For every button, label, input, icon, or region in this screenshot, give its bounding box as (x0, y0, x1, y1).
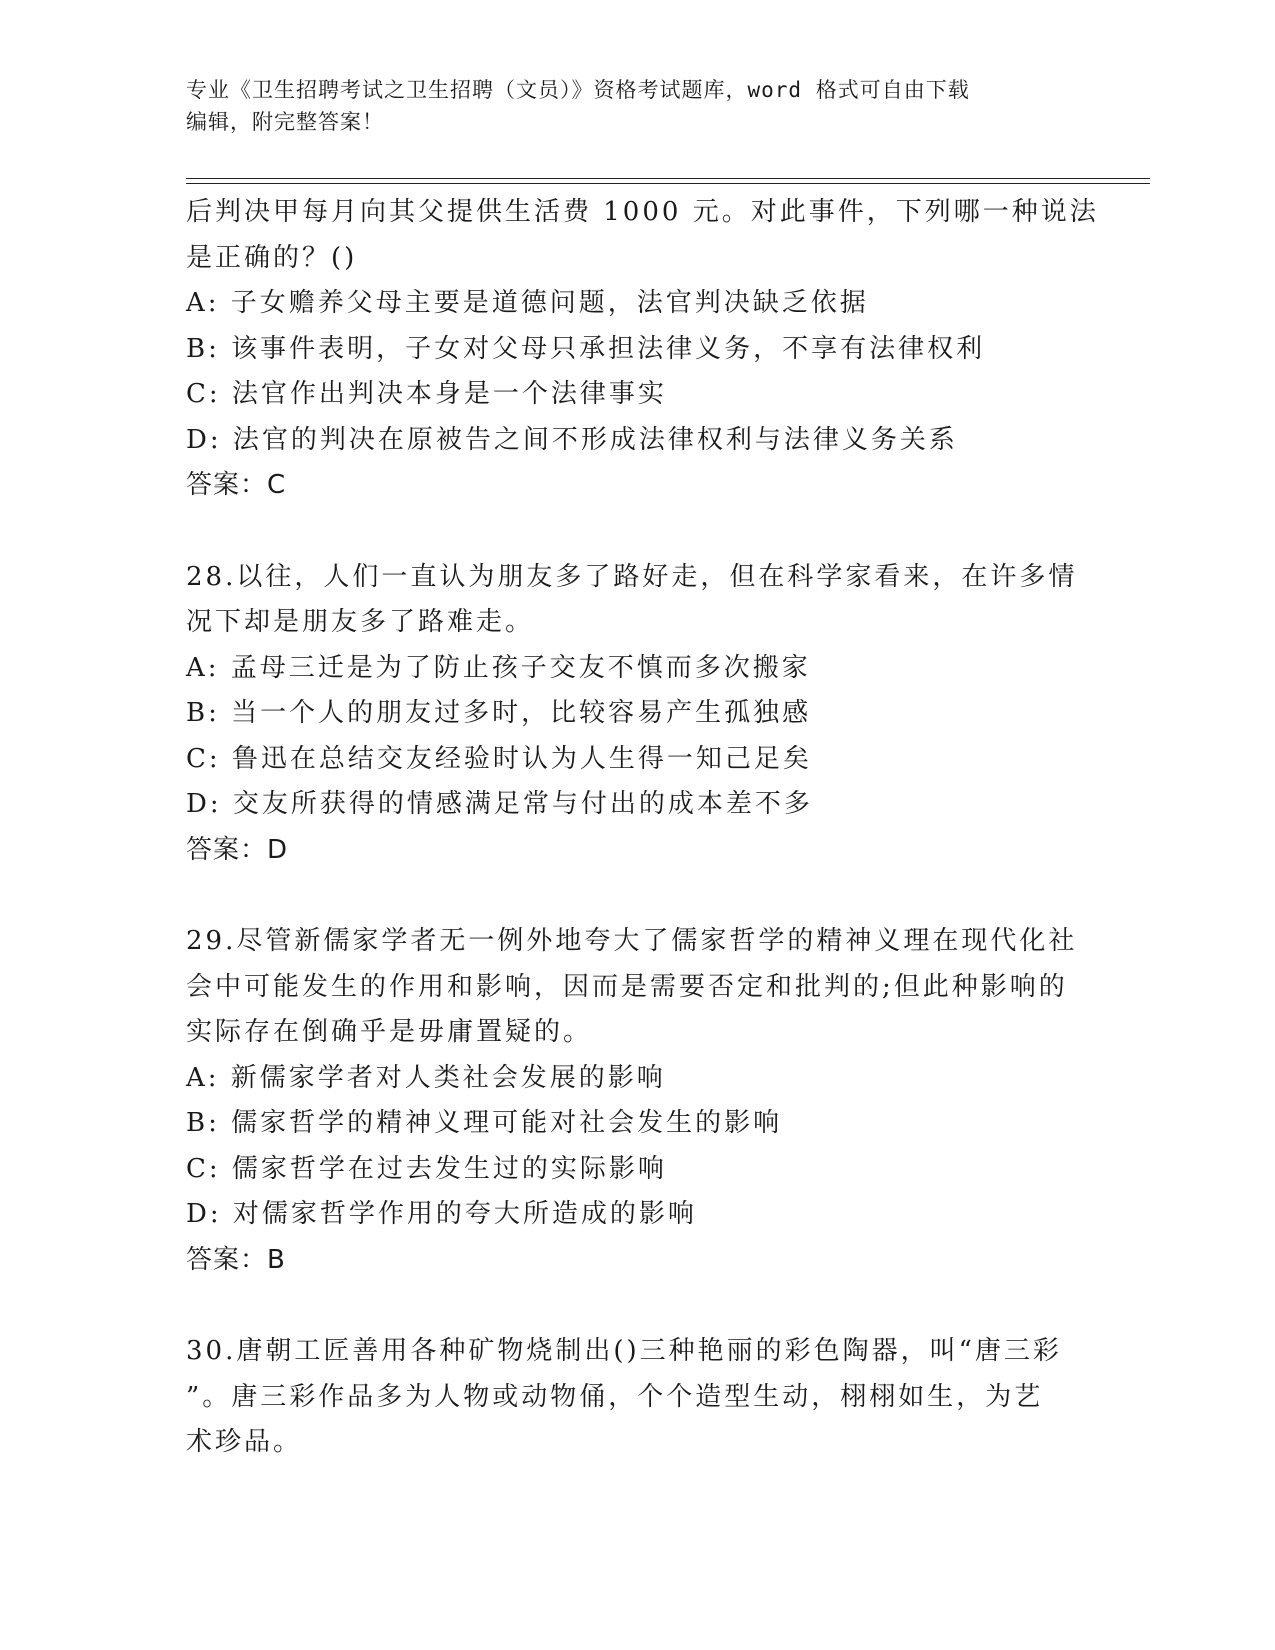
option-d: D: 法官的判决在原被告之间不形成法律权利与法律义务关系 (186, 424, 958, 455)
document-header (186, 74, 1066, 138)
option-d: D: 交友所获得的情感满足常与付出的成本差不多 (186, 789, 813, 819)
question-stem-line: ”。唐三彩作品多为人物或动物俑，个个造型生动，栩栩如生，为艺 (186, 1381, 1044, 1412)
question-28 (186, 555, 1086, 874)
option-d: D: 对儒家哲学作用的夸大所造成的影响 (186, 1199, 697, 1229)
question-stem-line: 术珍品。 (186, 1427, 303, 1457)
answer-label: 答案：B (186, 1244, 286, 1275)
question-gap (186, 509, 1086, 555)
question-gap (186, 1283, 1086, 1329)
question-stem-line: 后判决甲每月向其父提供生活费 1000 元。对此事件，下列哪一种说法 (186, 197, 1099, 227)
option-b: B: 儒家哲学的精神义理可能对社会发生的影响 (186, 1108, 783, 1138)
question-stem-line: 是正确的？() (186, 242, 358, 273)
question-stem-line: 会中可能发生的作用和影响，因而是需要否定和批判的;但此种影响的 (186, 971, 1068, 1002)
question-stem-line: 实际存在倒确乎是毋庸置疑的。 (186, 1017, 593, 1047)
option-a: A: 新儒家学者对人类社会发展的影响 (186, 1062, 666, 1093)
option-c: C: 鲁迅在总结交友经验时认为人生得一知己足矣 (186, 743, 812, 774)
question-27 (186, 190, 1099, 509)
option-b: B: 该事件表明，子女对父母只承担法律义务，不享有法律权利 (186, 333, 986, 364)
option-a: A: 子女赡养父母主要是道德问题，法官判决缺乏依据 (186, 288, 869, 318)
question-stem-line: 30.唐朝工匠善用各种矿物烧制出()三种艳丽的彩色陶器，叫“唐三彩 (186, 1336, 1062, 1366)
question-29 (186, 919, 1086, 1283)
option-c: C: 儒家哲学在过去发生过的实际影响 (186, 1153, 667, 1184)
question-30 (186, 1329, 1086, 1466)
option-c: C: 法官作出判决本身是一个法律事实 (186, 379, 667, 409)
option-b: B: 当一个人的朋友过多时，比较容易产生孤独感 (186, 698, 812, 728)
header-divider-bottom (186, 183, 1150, 184)
question-list (186, 190, 1099, 1466)
header-divider-top (186, 178, 1150, 179)
answer-label: 答案：D (186, 834, 289, 865)
option-a: A: 孟母三迁是为了防止孩子交友不慎而多次搬家 (186, 652, 811, 683)
question-gap (186, 873, 1086, 919)
question-stem-line: 29.尽管新儒家学者无一例外地夸大了儒家哲学的精神义理在现代化社 (186, 926, 1078, 956)
question-stem-line: 28.以往，人们一直认为朋友多了路好走，但在科学家看来，在许多情 (186, 561, 1078, 592)
header-line-2: 编辑，附完整答案！ (186, 110, 384, 134)
answer-label: 答案：C (186, 470, 287, 500)
header-line-1: 专业《卫生招聘考试之卫生招聘（文员）》资格考试题库，word 格式可自由下载 (186, 78, 970, 102)
question-stem-line: 况下却是朋友多了路难走。 (186, 607, 535, 637)
